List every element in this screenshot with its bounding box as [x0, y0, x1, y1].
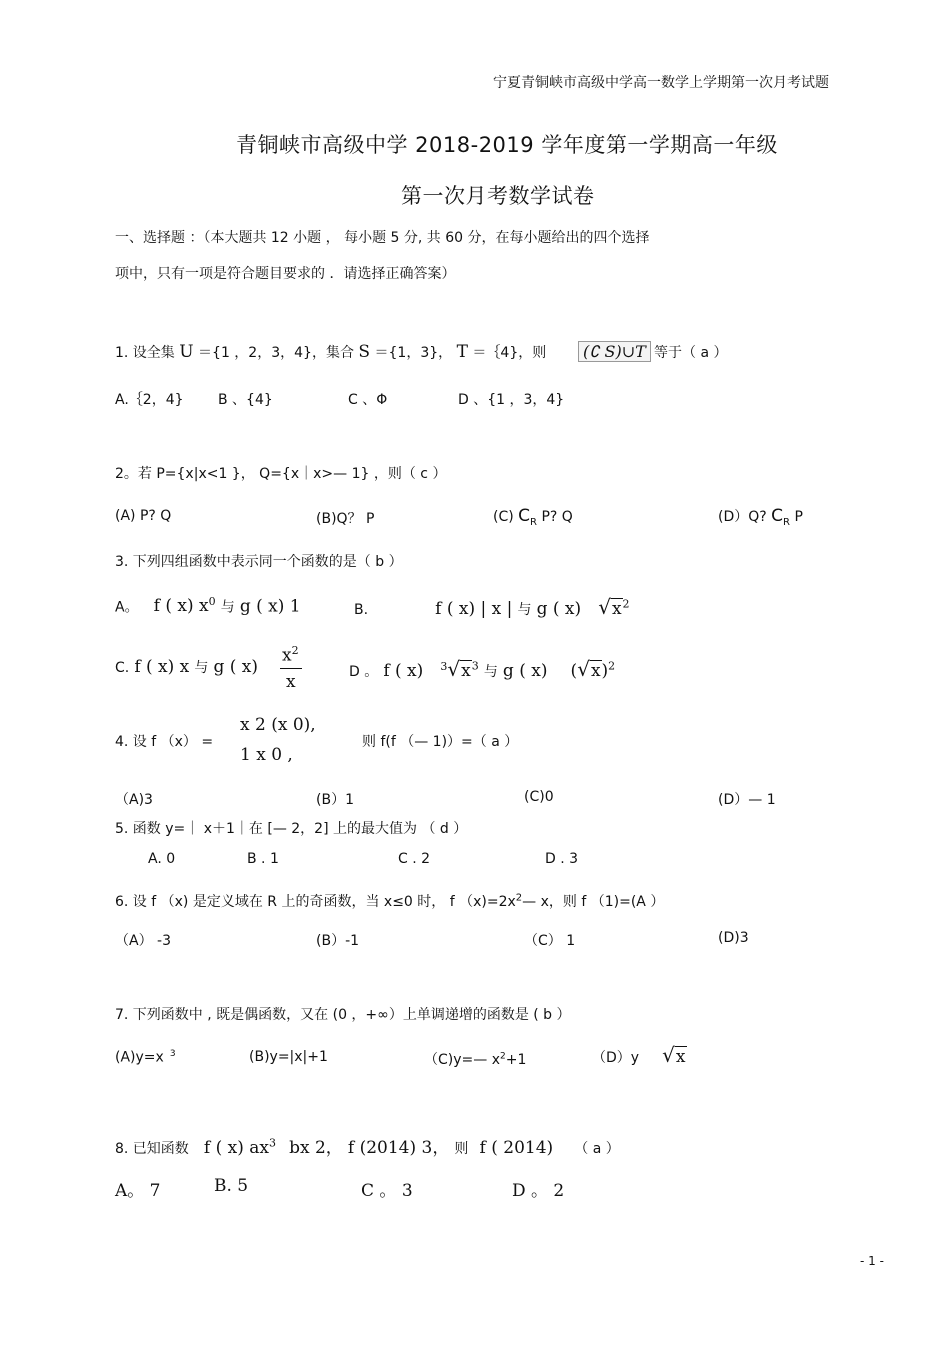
- q5-option-b: B . 1: [247, 851, 279, 867]
- q1-option-c: C 、Φ: [348, 392, 388, 408]
- q3-d-yu: 与: [483, 664, 498, 680]
- q4-option-a: （A)3: [115, 792, 153, 808]
- q8-option-a: A。 7: [115, 1181, 161, 1201]
- q3-a-exponent: 0: [208, 595, 216, 608]
- q7-c-text-a: （C)y=— x: [424, 1052, 500, 1068]
- q5-option-a: A. 0: [148, 851, 176, 867]
- q5-option-d: D . 3: [545, 851, 579, 867]
- q3-b-exponent: 2: [622, 597, 630, 611]
- page-number: - 1 -: [860, 1254, 884, 1268]
- q2-c-label: (C): [493, 509, 514, 525]
- q3-a-yu: 与: [220, 599, 235, 616]
- q2-c-subscript: R: [530, 516, 537, 528]
- q4-option-d: (D）— 1: [718, 792, 776, 808]
- q8-stem-c: （ a ）: [574, 1141, 620, 1157]
- q8-stem-b: 则: [454, 1141, 469, 1157]
- q3-a-f: f ( x) x: [153, 596, 209, 617]
- q2-c-rest: P? Q: [541, 509, 573, 525]
- running-header: 宁夏青铜峡市高级中学高一数学上学期第一次月考试题: [493, 75, 829, 91]
- q6-option-a: （A） -3: [115, 933, 171, 949]
- q1-stem-e: 等于（ a ）: [654, 345, 728, 361]
- q3-d-exponent: 2: [608, 659, 616, 673]
- q1-set-u: U: [179, 342, 194, 362]
- q8-stem-a: 8. 已知函数: [115, 1141, 189, 1157]
- q8-f2: bx 2，: [289, 1138, 343, 1158]
- q7-option-d: [592, 1043, 687, 1067]
- q3-d-g: g ( x): [502, 661, 548, 681]
- q3-d-paren-close: ): [601, 661, 609, 681]
- question-8: [115, 1133, 620, 1158]
- q1-stem-c: ＝{1，3}，: [374, 345, 453, 361]
- q3-c-f: f ( x) x: [134, 657, 190, 677]
- q3-b-g: g ( x): [536, 599, 582, 619]
- q3-c-num-x: x: [282, 645, 292, 666]
- q8-option-c: C 。 3: [361, 1181, 413, 1201]
- q4-stem: 4. 设 f （x） =: [115, 734, 214, 750]
- q8-f4: f ( 2014): [479, 1138, 554, 1158]
- question-1: [115, 342, 546, 362]
- q3-c-fraction-bar: [280, 668, 302, 669]
- q5-stem: 5. 函数 y=｜ x＋1｜在 [— 2，2] 上的最大值为 （ d ）: [115, 821, 468, 837]
- q2-d-rest: P: [794, 509, 803, 525]
- q3-c-denominator: x: [286, 672, 296, 692]
- q2-option-c: [493, 506, 573, 528]
- q3-d-radicand-2: x: [590, 661, 601, 681]
- q8-option-b: B. 5: [214, 1176, 249, 1196]
- q3-a-g: g ( x) 1: [239, 596, 301, 617]
- q8-f3: f (2014) 3，: [347, 1138, 450, 1158]
- q3-d-paren: (: [570, 661, 578, 681]
- q7-d-sqrt-icon: √: [662, 1043, 675, 1067]
- q3-d-cbrt-icon: √: [447, 657, 461, 681]
- q1-complement-expression: (∁ S)∪T: [578, 341, 651, 362]
- q3-c-yu: 与: [194, 660, 209, 676]
- q3-c-num-exponent: 2: [291, 644, 299, 657]
- q3-b-sqrt-icon: √: [598, 595, 611, 619]
- q3-b-radicand: x: [611, 599, 622, 619]
- q3-d-radicand: x: [461, 661, 471, 681]
- q7-option-a: [115, 1049, 176, 1066]
- q3-option-a: [115, 595, 301, 616]
- q7-option-c: [424, 1049, 526, 1069]
- q1-set-s: S: [358, 342, 371, 362]
- q4-option-b: (B）1: [316, 792, 354, 808]
- q7-option-b: (B)y=|x|+1: [249, 1049, 328, 1065]
- q1-option-a: A.｛2，4}: [115, 392, 184, 408]
- q3-d-sqrt-icon: √: [577, 657, 590, 681]
- q8-f1: f ( x) ax: [203, 1138, 269, 1158]
- q2-d-subscript: R: [783, 516, 790, 528]
- q1-option-b: B 、{4}: [218, 392, 273, 408]
- q3-option-d: [349, 657, 615, 681]
- q3-b-f: f ( x) | x |: [435, 599, 513, 619]
- q7-c-exponent: 2: [500, 1051, 506, 1062]
- q3-b-yu: 与: [517, 602, 532, 618]
- q2-option-b: (B)Q？ P: [316, 511, 375, 527]
- q7-a-exponent: 3: [169, 1049, 176, 1059]
- q5-option-c: C . 2: [398, 851, 431, 867]
- q3-a-label: A。: [115, 599, 139, 616]
- q2-d-complement: C: [771, 506, 784, 526]
- q3-option-c: [115, 657, 258, 677]
- q1-option-d: D 、{1 ，3，4}: [458, 392, 565, 408]
- q3-option-b: [354, 595, 630, 619]
- q2-stem: 2。若 P={x|x<1 }， Q={x｜x>— 1} ，则（ c ）: [115, 466, 447, 482]
- q3-c-label: C.: [115, 660, 130, 676]
- q7-d-radicand: x: [675, 1047, 686, 1067]
- title-line-1: 青铜峡市高级中学 2018-2019 学年度第一学期高一年级: [236, 133, 778, 157]
- q2-option-d: [718, 506, 803, 528]
- q6-stem-b: — x，则 f （1)=(A ）: [522, 894, 665, 910]
- q8-exponent: 3: [268, 1136, 276, 1150]
- q3-c-g: g ( x): [213, 657, 259, 677]
- q7-stem: 7. 下列函数中 , 既是偶函数，又在 (0 ，+∞）上单调递增的函数是 ( b ）: [115, 1007, 571, 1023]
- q1-stem-d: ＝｛4}，则: [472, 345, 547, 361]
- q3-b-label: B.: [354, 602, 369, 618]
- q3-d-root-index: 3: [440, 659, 448, 673]
- q4-option-c: (C)0: [524, 789, 554, 805]
- q3-d-radicand-exponent: 3: [471, 659, 479, 673]
- q2-d-label: (D）Q?: [718, 509, 767, 525]
- q6-exponent: 2: [515, 892, 523, 904]
- q7-c-text-b: +1: [505, 1052, 527, 1068]
- q3-d-label: D 。: [349, 664, 379, 680]
- q1-stem-a: 1. 设全集: [115, 345, 175, 361]
- section-instructions-line-1: 一、选择题 ：（本大题共 12 小题 ， 每小题 5 分, 共 60 分，在每小题给出的四个选择: [115, 230, 650, 246]
- q3-stem: 3. 下列四组函数中表示同一个函数的是（ b ）: [115, 554, 403, 570]
- q6-option-b: (B）-1: [316, 933, 360, 949]
- q6-stem-a: 6. 设 f （x) 是定义域在 R 上的奇函数，当 x≤0 时， f （x)=2x: [115, 894, 516, 910]
- q3-c-numerator: [282, 644, 299, 665]
- q6-option-c: （C） 1: [524, 933, 576, 949]
- q7-d-text: （D）y: [592, 1050, 640, 1066]
- q4-piecewise-case-2: 1 x 0 ,: [240, 745, 293, 765]
- q1-stem-b: ＝{1 ，2，3，4}，集合: [198, 345, 354, 361]
- q4-piecewise-case-1: x 2 (x 0),: [240, 715, 316, 735]
- q1-set-t: T: [456, 342, 468, 362]
- q2-option-a: (A) P? Q: [115, 508, 172, 524]
- q4-stem-b: 则 f(f （— 1)）=（ a ）: [362, 734, 519, 750]
- question-6: [115, 891, 664, 911]
- q2-c-complement: C: [518, 506, 531, 526]
- q8-option-d: D 。 2: [512, 1181, 565, 1201]
- q3-d-f: f ( x): [383, 661, 424, 681]
- q6-option-d: (D)3: [718, 930, 749, 946]
- section-instructions-line-2: 项中，只有一项是符合题目要求的 ．请选择正确答案）: [115, 266, 456, 282]
- title-line-2: 第一次月考数学试卷: [401, 184, 595, 208]
- q7-a-text: (A)y=x: [115, 1049, 164, 1066]
